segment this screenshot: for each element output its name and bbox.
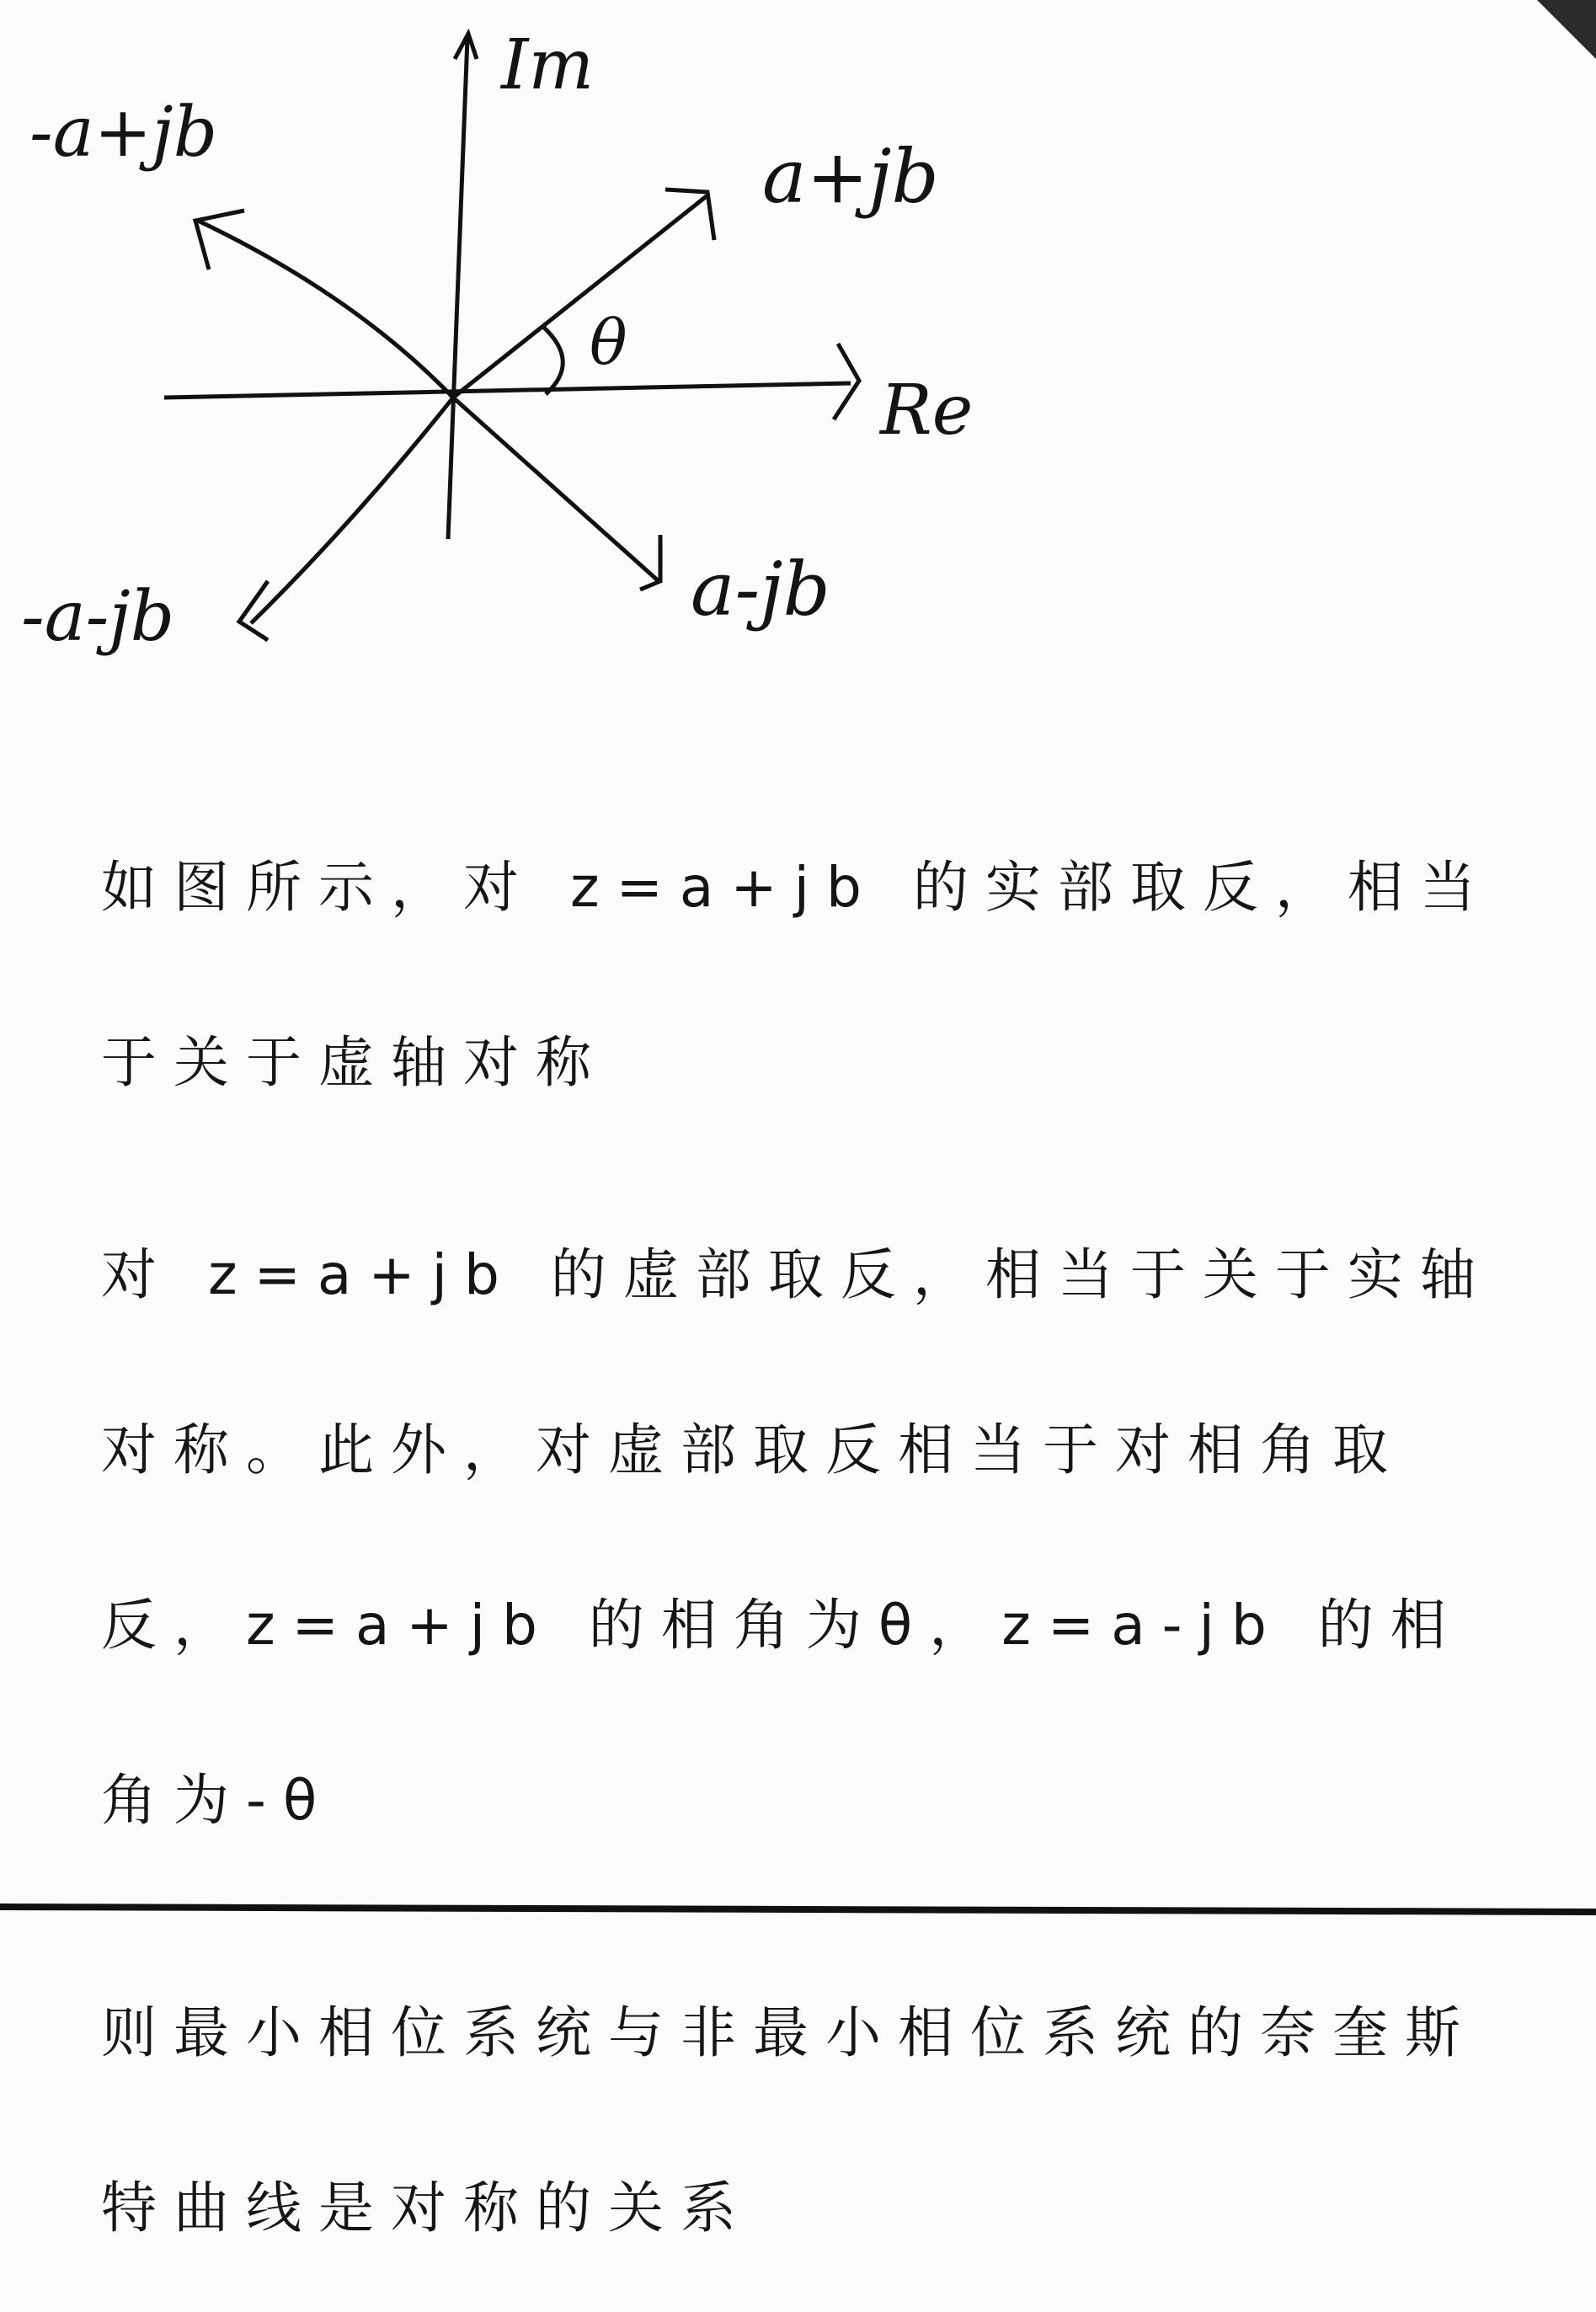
- point-label-q1: a+jb: [762, 133, 939, 220]
- vector-q3: [251, 398, 453, 623]
- real-axis-label: Re: [880, 371, 974, 451]
- vector-q4: [453, 398, 659, 581]
- paragraph-imag-part-negation: 对 z=a+jb 的虚部取反，相当于关于实轴对称。此外，对虚部取反相当于对相角取反，z=a+jb 的相角为θ，z=a-jb 的相角为-θ: [101, 1242, 1492, 1833]
- paragraph-conclusion: 则最小相位系统与非最小相位系统的奈奎斯特曲线是对称的关系: [101, 2000, 1477, 2240]
- imag-axis: [448, 38, 467, 539]
- complex-plane-diagram: [0, 0, 1596, 691]
- vector-q2: [198, 221, 453, 398]
- vector-q4-arrowhead: [640, 535, 660, 590]
- section-divider: [0, 1904, 1596, 1915]
- point-label-q3: -a-jb: [21, 577, 175, 657]
- point-label-q4: a-jb: [691, 546, 830, 633]
- angle-label: θ: [590, 307, 627, 379]
- angle-arc: [543, 327, 563, 394]
- point-label-q2: -a+jb: [29, 93, 218, 173]
- paragraph-real-part-negation: 如图所示，对 z=a+jb 的实部取反，相当于关于虚轴对称: [101, 855, 1492, 1095]
- vector-q1: [453, 195, 707, 398]
- imag-axis-label: Im: [501, 25, 595, 105]
- vector-q1-arrowhead: [665, 190, 714, 240]
- real-axis: [164, 383, 851, 398]
